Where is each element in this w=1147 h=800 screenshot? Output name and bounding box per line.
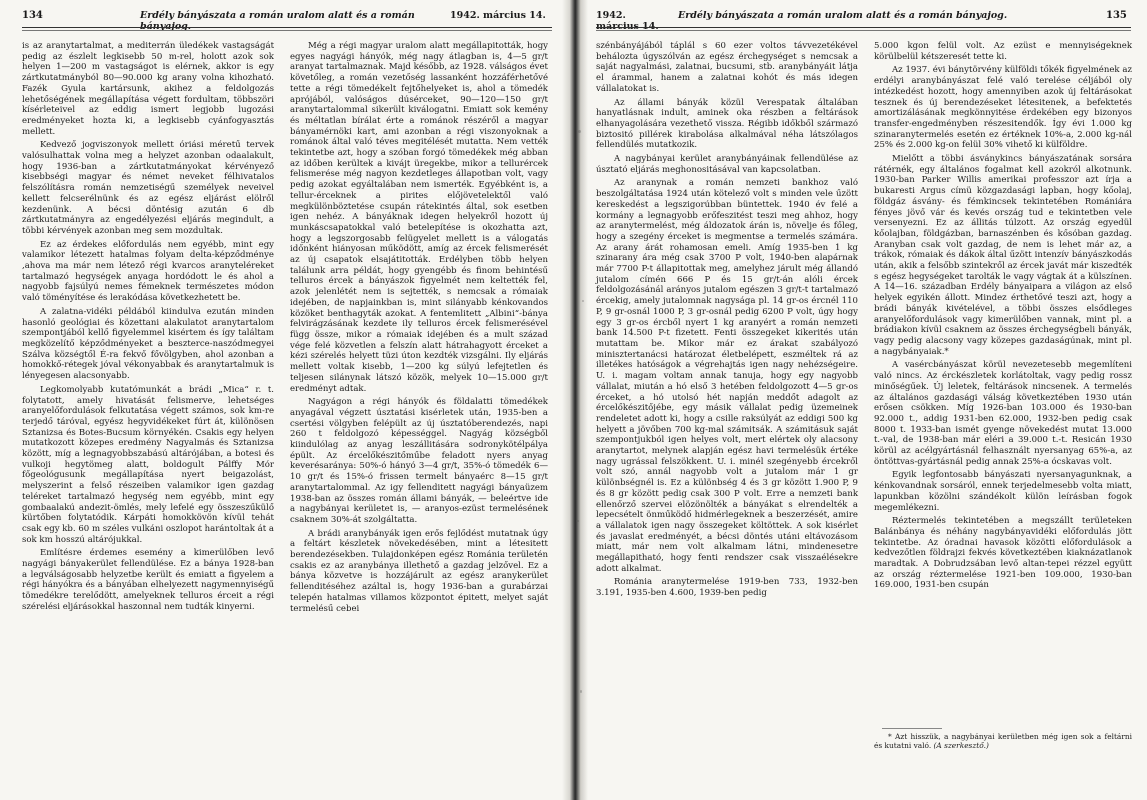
paragraph: Az 1937. évi bánytörvény külföldi tőkék figyelmének az erdélyi aranybányászat felé való terelése céljából oly intézkedést hozott, hogy amennyiben azok új feltárásokat tesznek és új berendezéseket létesitenek, a befektetés amortizálásának megkönnyitése érdekében egy bizonyos transfer-engedményben részesitendők. Így évi 1.000 kg szinaranytermelés esetén ez értéknek 10%-a, 2.000 kg-nál 25% és 2.000 kg-on felül 30% vihető ki külföldre. [874, 65, 1132, 151]
scan-speck [578, 130, 581, 133]
scan-speck [582, 300, 584, 302]
paragraph: Mielőtt a többi ásványkincs bányászatának sorsára rátérnék, egy általános fogalmat kell azokról alkotnunk. 1930-ban Parker Willis amerikai professzor azt írja a bukaresti Argus címü közgazdasági lapban, hogy kőolaj, földgáz ásvány- és fémkincsek tekintetében Romániára fényes jövő vár és kevés ország tud e tekintetben vele versenyezni. Ez az állitás túlzott. Az ország egyedül kőolajban, földgázban, barnaszénben és kősóban gazdag. Aranyban csak volt gazdag, de nem is lehet már az, a trákok, rómaiak és dákok által űzött intenzív bányászkodás után, akik a felsőbb szintekről az ércek javát már kiszedték s egész hegységeket tarolták le vagy vágtak át a külszínen. A 14—16. században Erdély bányaipara a világon az első helyek egyikén állott. Mindez érthetővé teszi azt, hogy a brádi bányák kivételével, a többi összes elsődleges aranyelőfordulások vagy kimerülőben vannak, mint pl. a brádiakon kívül csaknem az összes érchegységbeli bányák, vagy pedig alacsony vagy közepes gazdaságúnak, mint pl. a nagybányaiak.* [874, 154, 1132, 357]
scan-speck [580, 690, 582, 693]
paragraph: Legkomolyabb kutatómunkát a brádi „Mica“ r. t. folytatott, amely hivatását felismerve, lehetséges aranyelőfordulások felkutatása végett számos, sok km-re terjedő táróval, egyész hegyvidékeket fúrt át, különösen Sztanizsa és Botes-Bucsum környékén. Csakis egy helyen mutatkozott közepes eredmény Nagyalmás és Sztanizsa között, míg a legnagyobbszabású altárójában, a botesi és vulkoji hegytömeg alatt, boldogult Pálffy Mór főgeológusunk megállapítása nyert beigazolást, melyszerint a felső részeiben valamikor igen gazdag teléreket tartalmazó hegység nem egyébb, mint egy gombaalakú andezit-ömlés, mely lefelé egy összeszűkülő kürtőben folytatódik. Kárpáti homokkövön kívül tehát csak egy kb. 60 m széles vulkáni oszlopot harántoltak át a sok km hosszú altárójukkal. [22, 384, 274, 545]
header-rule [22, 27, 552, 31]
paragraph: Említésre érdemes esemény a kimerülőben levő nagyági bányakerület fellendülése. Ez a bánya 1928-ban a legválságosabb helyzetbe került és emiatt a figyelem a régi hányókra és a bányában elhelyezett nagymennyiségű tömedékre terelődött, amelyeknek telluros érceit a régi szérelési eljárásokkal haszonnal nem tudták kinyerni. [22, 548, 274, 612]
running-title: Erdély bányászata a román uralom alatt és a román bányajog. [140, 10, 415, 32]
paragraph: A brádi aranybányák igen erős fejlődést mutatnak úgy a feltárt készletek növekedésében, mint a létesitett berendezésekben. Tulajdonképen egész Románia területén csakis ez az aranybánya illethető a gazdag jelzővel. Ez a bánya közvetve is hozzájárult az egész aranykerület fellenditéséhez azáltal is, hogy 1936-ban a gurabárzai telepén hatalmas villamos központot épitett, melyet saját termelésű cebei [290, 528, 548, 614]
issue-date: 1942. március 14. [596, 10, 659, 32]
paragraph: Egyik legfontosabb bányászati nyersanyagunknak, a kénkovandnak sorsáról, ennek terjedelmesebb volta miatt, lapunkban közölni szándékolt külön leírásban fogok megemlékezni. [874, 470, 1132, 513]
page-number: 135 [1106, 10, 1127, 21]
footnote [874, 732, 1132, 751]
paragraph: 5.000 kgon felül volt. Az ezüst e mennyiségeknek körülbelül kétszeresét tette ki. [874, 41, 1132, 62]
paragraph: is az aranytartalmat, a mediterrán üledékek vastagságát pedig az észlelt legkisebb 50 m-rel, holott azok sok helyen 1—200 m vastagságot is elérnek, akkor is egy zártkutatmányból 80—90.000 kg arany volna kihozható. Fazék Gyula kartársunk, akihez a feldolgozás lehetőségének megállapítása végett fordultam, többszöri kísérleteivel az eddig ismert legjobb lugozási eredményeket hozta ki, a legkisebb cyánfogyasztás mellett. [22, 41, 274, 137]
paragraph: Még a régi magyar uralom alatt megállapitották, hogy egyes nagyági hányók, még nagy átlagban is, 4—5 gr/t aranyat tartalmaznak. Majd később, az 1928. válságos évet követőleg, a román vezetőség lassanként hozzáférhetővé tette a régi tömedékelt fejtőhelyeket is, ahol a tömedék aprójából, valóságos dúsérceket, 90—120—150 gr/t aranytartalommal sikerült kiválogatni. Emiatt sok kemény és méltatlan bírálat érte a románok részéről a magyar bányamérnöki kart, ami azonban a régi viszonyoknak a románok által való téves megitélését mutatta. Nem vették tekintetbe azt, hogy a szóban forgó tömedékek még abban az időben kerültek a kivájt üregekbe, mikor a tellurércek felismerése még nagyon kezdetleges állapotban volt, vagy pedig azokat egyáltalában nem ismerték. Egyébként is, a tellur-érceknek a pirites előjövetelektől való megkülönböztetése csupán rátekintés által, sok esetben igen nehéz. A bányáknak idegen helyekről hozott új munkáscsapatokkal való betelepítése is okozhatta azt, hogy a legszorgosabb felügyelet mellett is a válogatás időnként hiányosan működött, amíg az ércek felismerését az új csapatok elsajátitották. Erdélyben több helyen találunk arra példát, hogy gyengébb és finom behintésű telluros ércek a bányászok figyelmét nem keltették fel, azok jelenlétét nem is sejtették, s nemcsak a rómaiak idejében, de napjainkban is, mint silányabb kénkovandos közöket benthagyták azokat. A fentemlitett „Albini“-bánya felvirágzásának kezdete ily telluros ércek felismerésével függ össze, mikor a rómaiak idejében és a mult század vége felé közvetlen a felszín alatt hátrahagyott érceket a kézi szérelés helyett tüzi úton kezdték vizsgálni. Ily eljárás mellett voltak kisebb, 1—200 kg súlyú lefejtetlen és teljesen silánynak látszó közök, melyek 10—15.000 gr/t eredményt adtak. [290, 41, 548, 394]
right-page-header [596, 10, 1136, 32]
paragraph: Románia aranytermelése 1919-ben 733, 1932-ben 3.191, 1935-ben 4.600, 1939-ben pedig [596, 577, 858, 599]
text-column-1 [22, 41, 274, 613]
issue-date: 1942. március 14. [450, 10, 546, 21]
header-rule [596, 27, 1131, 31]
paragraph: Az állami bányák közül Verespatak általában hanyatlásnak indult, aminek oka részben a feltárások elhanyagolására vezethető vissza. Régibb időkből származó biztositó pillérek kirabolása alkalmával néha látszólagos fellendülés mutatkozik. [596, 97, 858, 151]
text-column-2 [290, 41, 548, 614]
paragraph: Kedvező jogviszonyok mellett óriási méretű tervek valósulhattak volna meg a helyzet azonban odaalakult, hogy 1936-ban a zártkutatmányokat kérvényező kisebbségi magyar és német neveket félhivatalos felszólításra román nemzetiségű személyek neveivel kellett felcserélnünk és az egész eljárást elölről kezdenünk. A bécsi döntésig azután 6 db zártkutatmányra az engedélyezési eljárás megindult, a többi kérvények azonban meg sem mozdultak. [22, 140, 274, 236]
footnote-text: * Azt hisszük, a nagybányai kerületben még igen sok a feltárni és kutatni való. [874, 732, 1132, 751]
book-gutter [562, 0, 588, 800]
paragraph: Réztermelés tekintetében a megszállt területeken Balánbánya és néhány nagybányavidéki előfordulás jött tekintetbe. Az óradnai havasok közötti előfordulások a kedvezőtlen földrajzi fekvés következtében kiaknázatlanok maradtak. A Dobrudzsában levő altan-tepei rézzel együtt az ország réztermelése 1921-ben 109.000, 1930-ban 169.000, 1931-ben csupán [874, 516, 1132, 591]
footnote-rule [882, 728, 942, 729]
paragraph: Az aranynak a román nemzeti bankhoz való beszolgáltatása 1924 után kötelező volt s minden vele űzött kereskedést a legszigorúbban büntettek. 1940 év felé a kormány a legnagyobb erőfeszitést teszi meg ahhoz, hogy az aranytermelést, még áldozatok árán is, növelje és főleg, hogy a szegény érceket is megmentse a termelés számára. Az arany árát rohamosan emeli. Amíg 1935-ben 1 kg szinarany ára még csak 3700 P volt, 1940-ben alapárnak már 7700 P-t állapitottak meg, amelyhez járult még állandó jutalom címén 666 P és 15 gr/t-án alóli ércek feldolgozásánál arányos jutalom egészen 3 gr/t-t tartalmazó ércekig, amely jutalomnak nagysága pl. 14 gr-os ércnél 110 P, 9 gr-osnál 1000 P, 3 gr-osnál pedig 6200 P volt, úgy hogy egy 3 gr-os ércből nyert 1 kg aranyért a román nemzeti bank 14.500 P-t fizetett. Fenti összegeket kikerités után mutattam be. Mikor már ez árakat szabályozó minisztertanácsi határozat életbelépett, eszméltek rá az illetékes hatóságok a végrehajtás igen nagy nehézségeire. U. i. magam voltam annak tanuja, hogy egy nagyobb vállalat, miután a hó első 3 hetében feldolgozott 4—5 gr-os érceket, a hó utolsó hét napján meddőt adagolt az ércelőkészitőjébe, egy másik vállalat pedig üzemeinek rendeletet adott ki, hogy a csille raksúlyát az eddigi 500 kg helyett a jövőben 700 kg-mal számitsák. A számitásuk saját szempontjukból igen helyes volt, mert elértek oly alacsony aranytartot, melynek alapján egész havi termelésük értéke nagy ugrással felszökkent. U. i. minél szegényebb ércekről volt szó, annál nagyobb volt a jutalom már 1 gr különbségnél is. Ez a különbség 4 és 3 gr között 1.900 P, 9 és 8 gr között pedig csak 300 P volt. Erre a nemzeti bank ellenőrző szervei elözönölték a bányákat s elrendelték a lepecsételt önműködő hidmérlegeknek a beszerzését, amire a vállalatok igen nagy összegeket költöttek. A sok kisérlet és javaslat eredményét, a bécsi döntés utáni eltávozásom miatt, már nem volt alkalmam látni, mindenesetre megállapitható, hogy fenti rendszer csak visszaélésekre adott alkalmat. [596, 178, 858, 574]
running-title: Erdély bányászata a román uralom alatt és a román bányajog. [678, 10, 1008, 21]
page-number: 134 [22, 10, 43, 21]
paragraph: A nagybányai kerület aranybányáinak fellendülése az úsztató eljárás meghonositásával van kapcsolatban. [596, 154, 858, 175]
paragraph: Nagyágon a régi hányók és földalatti tömedékek anyagával végzett úsztatási kisérletek után, 1935-ben a csertési völgyben felépült az új úsztatóberendezés, napi 260 t feldolgozó képességgel. Nagyág községből kiindulólag az anyag leszállitására sodronykötélpálya épült. Az ércelőkészitőműbe feladott nyers anyag keverésaránya: 50%-ó hányó 3—4 gr/t, 35%-ó tömedék 6—10 gr/t és 15%-ó frissen termelt bányaérc 8—15 gr/t aranytartalommal. Az igy fellenditett nagyági bányaüzem 1938-ban az összes román állami bányák, — beleértve ide a nagybányai kerületet is, — aranyos-ezüst termelésének csaknem 30%-át szolgáltatta. [290, 397, 548, 525]
text-column-3 [596, 41, 858, 599]
paragraph: szénbányájából táplál s 60 ezer voltos távvezetékével behálozta úgyszólván az egész érchegységet s nemcsak a saját nagyalmási, zalatnai, bucsumi, stb. aranybányáit látja el árammal, hanem a zalatnai kohót és más idegen vállalatokat is. [596, 41, 858, 94]
scan-speck [576, 520, 579, 522]
editor-note: (A szerkesztő.) [933, 741, 989, 751]
text-column-4 [874, 41, 1132, 591]
left-page-header [22, 10, 562, 32]
paragraph: A vasércbányászat körül nevezetesebb megemlíteni való nincs. Az érckészletek korlátoltak, vagy pedig rossz minőségűek. Új leletek, feltárások nincsenek. A termelés az általános gazdasági válság következtében 1930 után erősen csökken. Míg 1926-ban 103.000 és 1930-ban 92.000 t., addig 1931-ben 62.000, 1932-ben pedig csak 8000 t. 1933-ban ismét gyenge növekedést mutat 13.000 t.-val, de 1938-ban már eléri a 39.000 t.-t. Resicán 1930 körül az acélgyártásnál felhasznált nyersanyag 65%-a, az öntöttvas-gyártásnál pedig annak 25%-a ócskavas volt. [874, 360, 1132, 467]
paragraph: A zalatna-vidéki példából kiindulva ezután minden hasonló geológiai és közettani alakulatot aranytartalom szempontjából kellő figyelemmel kisértem és így találtam megközelítő képződményeket a beszterce-naszódmegyei Szálva községtől É-ra fekvő fővölgyben, ahol azonban a homokkő-rétegek jóval vékonyabbak és aranytartalmuk is lényegesen alacsonyabb. [22, 306, 274, 382]
paragraph: Ez az érdekes előfordulás nem egyébb, mint egy valamikor létezett hatalmas folyam delta-képződménye ,ahova ma már nem létező régi kvarcos aranyteléreket tartalmazó hegységek anyaga hordódott le és ahol a nagyobb fajsúlyú nemes fémeknek természetes módon való töményítése és lerakódása következhetett be. [22, 239, 274, 304]
